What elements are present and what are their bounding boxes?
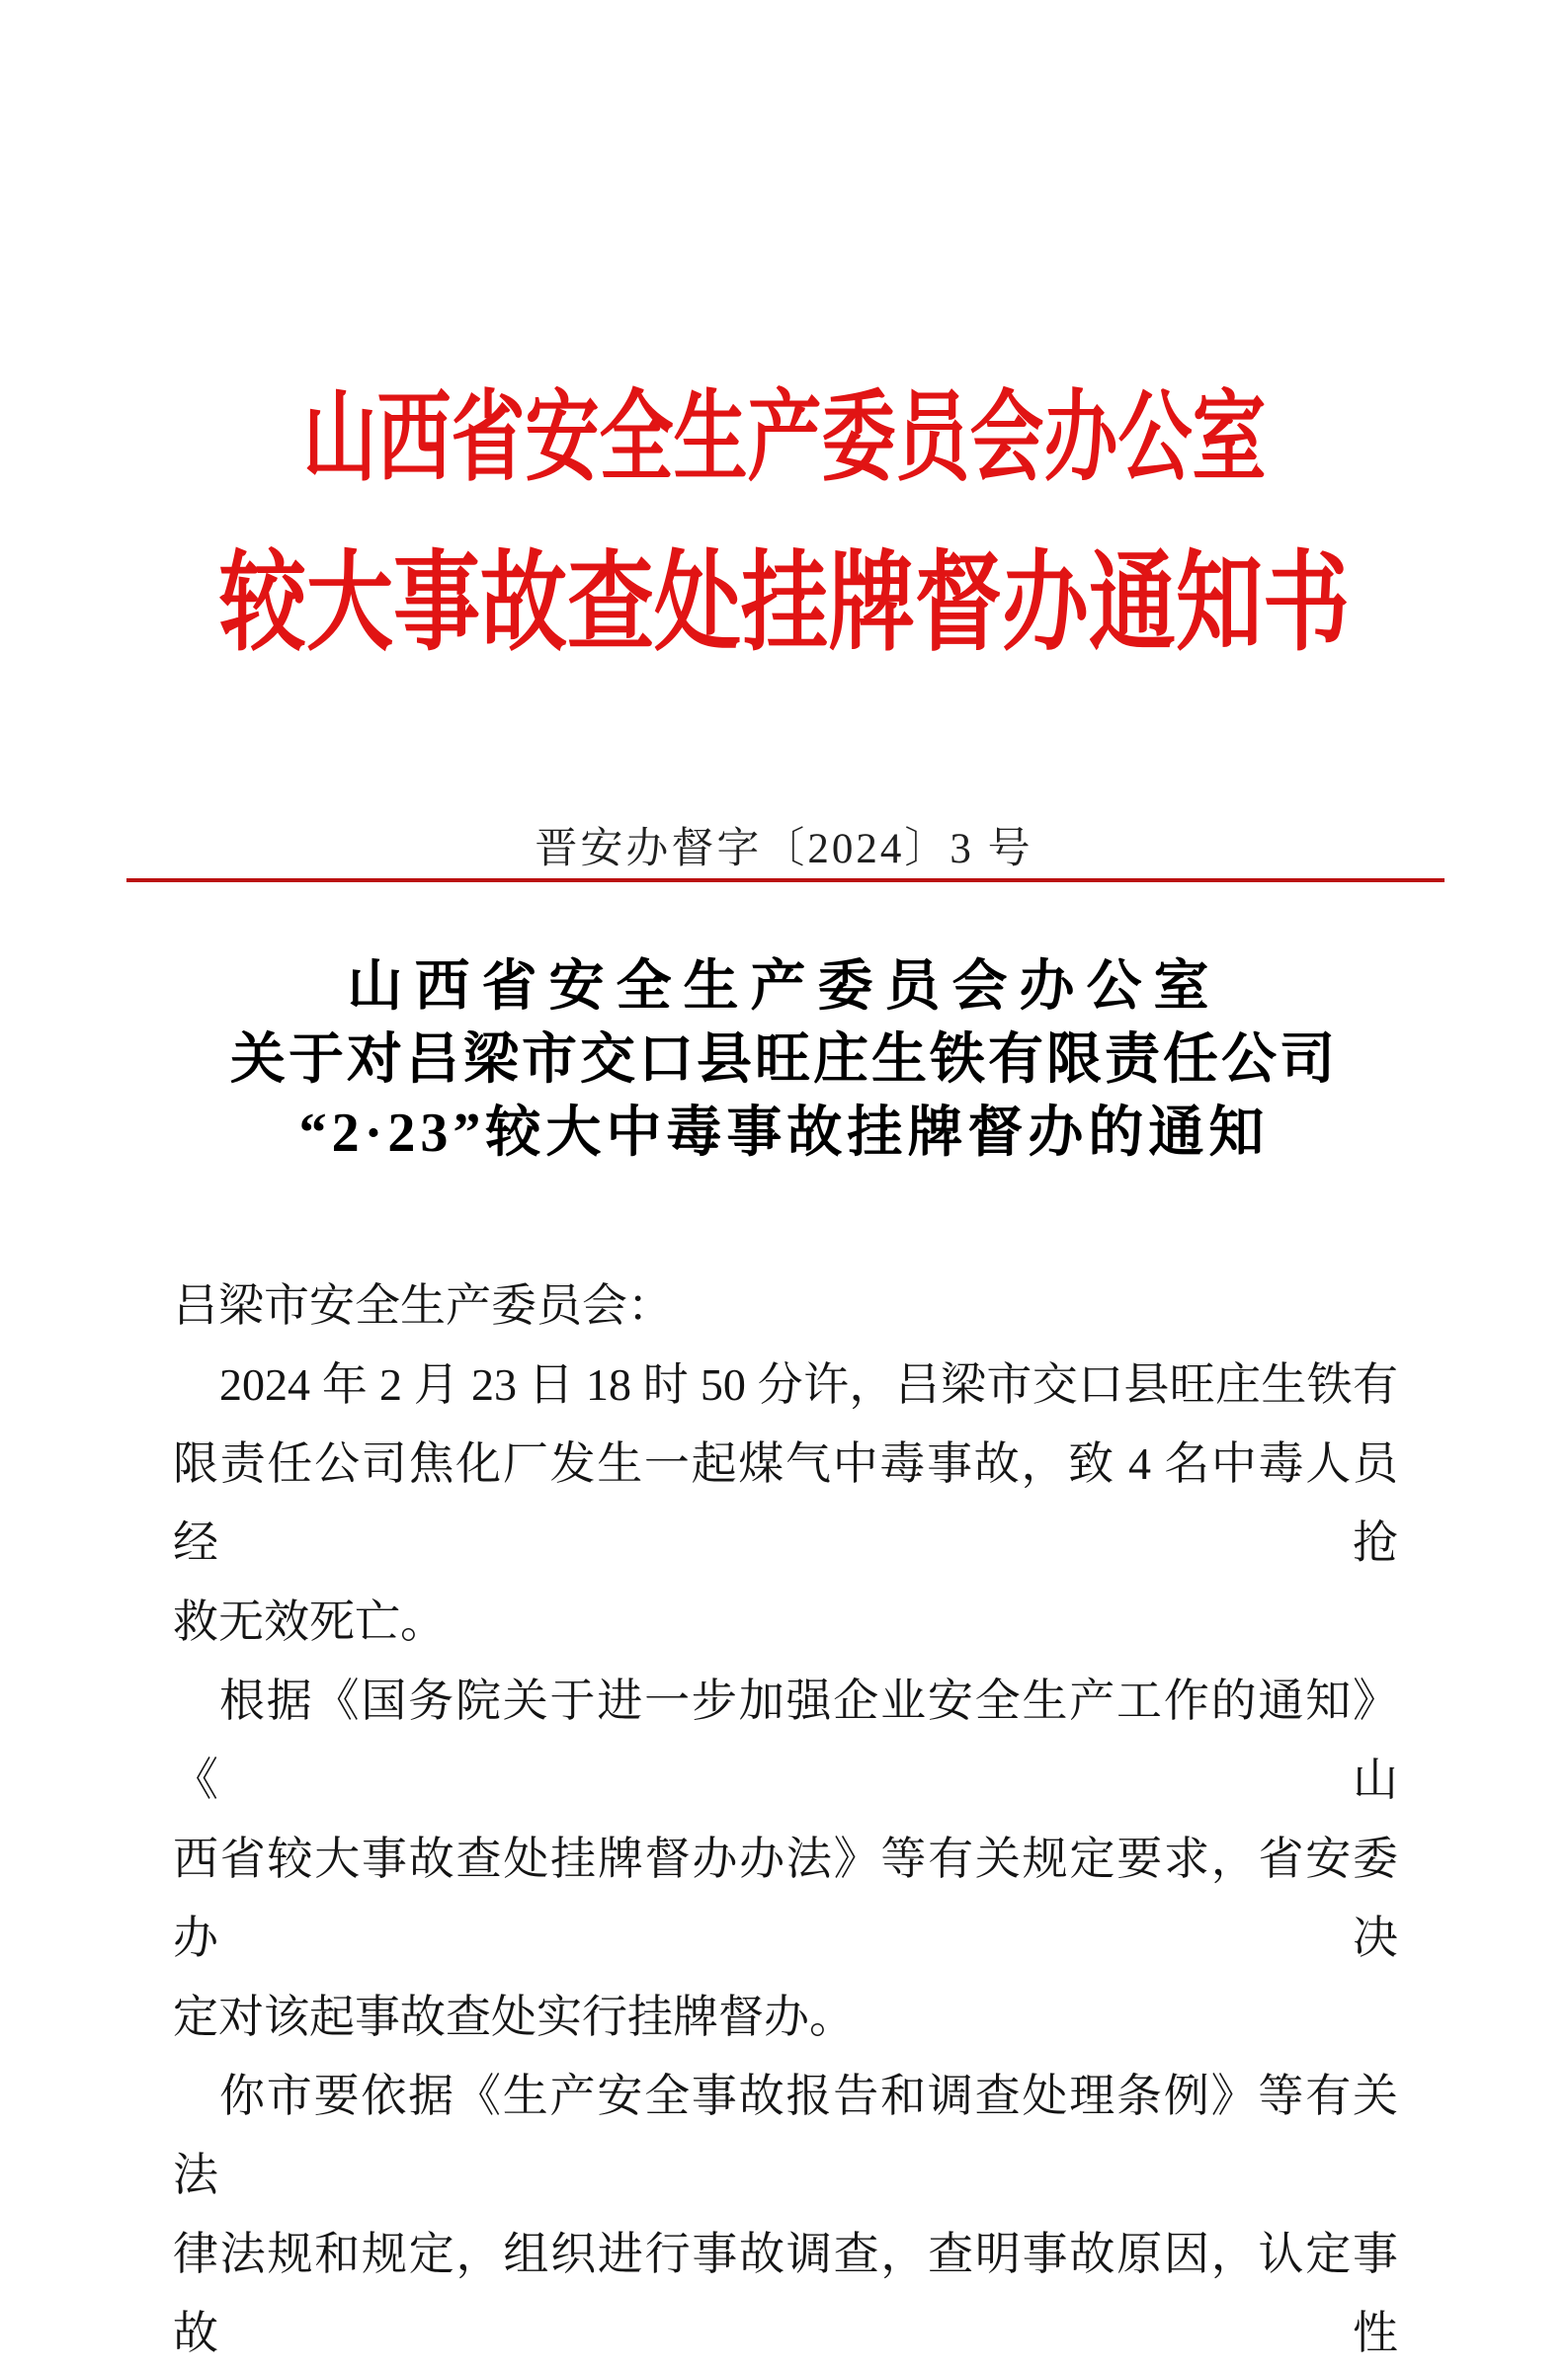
document-title-line-2: 关于对吕梁市交口县旺庄生铁有限责任公司 [230,1029,1338,1091]
document-title-line-1: 山西省安全生产委员会办公室 [347,956,1221,1018]
document-title-line-3: “2·23”较大中毒事故挂牌督办的通知 [298,1103,1270,1164]
body-line: 律法规和规定，组织进行事故调查，查明事故原因，认定事故性 [173,2229,1398,2358]
body-line: 你市要依据《生产安全事故报告和调查处理条例》等有关法 [173,2071,1398,2200]
body-line: 2024 年 2 月 23 日 18 时 50 分许，吕梁市交口县旺庄生铁有 [219,1359,1398,1410]
letterhead-line-1-text: 山西省安全生产委员会办公室 [302,383,1266,493]
body-line: 救无效死亡。 [173,1596,446,1647]
document-body [173,1267,1398,2373]
document-title [0,950,1568,1170]
letterhead-line-2 [0,543,1568,664]
body-line: 定对该起事故查处实行挂牌督办。 [173,1992,855,2042]
letterhead-line-2-text: 较大事故查处挂牌督办通知书 [218,543,1350,664]
salutation-line: 吕梁市安全生产委员会： [173,1280,673,1331]
red-divider-rule [126,878,1444,882]
body-line: 西省较大事故查处挂牌督办办法》等有关规定要求，省安委办决 [173,1834,1398,1963]
body-line: 限责任公司焦化厂发生一起煤气中毒事故，致 4 名中毒人员经抢 [173,1438,1398,1568]
document-number: 晋安办督字〔2024〕3 号 [535,826,1033,872]
body-line: 根据《国务院关于进一步加强企业安全生产工作的通知》《山 [173,1676,1398,1805]
letterhead-line-1 [0,383,1568,493]
